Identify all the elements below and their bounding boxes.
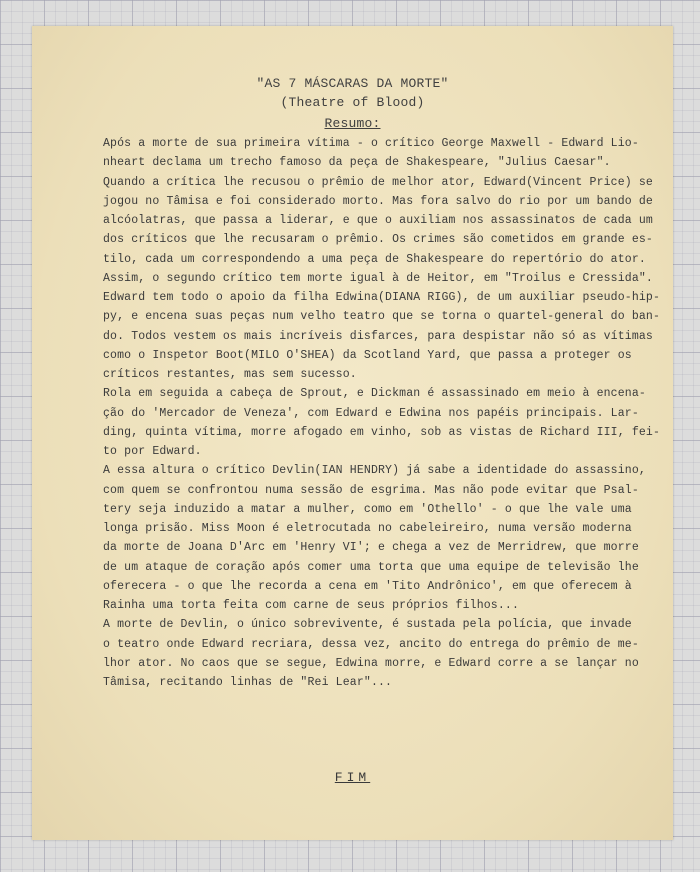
text-line: tery seja induzido a matar a mulher, como em 'Othello' - o que lhe vale uma xyxy=(103,502,632,516)
text-line: de um ataque de coração após comer uma torta que uma equipe de televisão lhe xyxy=(103,560,639,574)
text-line: Quando a crítica lhe recusou o prêmio de melhor ator, Edward(Vincent Price) se xyxy=(103,175,653,189)
text-line: críticos restantes, mas sem sucesso. xyxy=(103,368,357,381)
text-line: alcóolatras, que passa a liderar, e que o auxiliam nos assassinatos de cada um xyxy=(103,214,653,227)
text-line: Rainha uma torta feita com carne de seus próprios filhos... xyxy=(103,599,520,612)
text-line: tilo, cada um correspondendo a uma peça de Shakespeare do repertório do ator. xyxy=(103,252,646,266)
document-title: "AS 7 MÁSCARAS DA MORTE" xyxy=(256,76,449,91)
text-line: como o Inspetor Boot(MILO O'SHEA) da Scotland Yard, que passa a proteger os xyxy=(103,348,632,362)
text-line: Assim, o segundo crítico tem morte igual à de Heitor, em "Troilus e Cressida". xyxy=(103,271,653,285)
text-line: nheart declama um trecho famoso da peça de Shakespeare, "Julius Caesar". xyxy=(103,156,611,170)
typewritten-page xyxy=(32,26,673,840)
text-line: Edward tem todo o apoio da filha Edwina(DIANA RIGG), de um auxiliar pseudo-hip- xyxy=(103,291,661,304)
text-line: da morte de Joana D'Arc em 'Henry VI'; e chega a vez de Merridrew, que morre xyxy=(103,541,639,555)
text-line: A essa altura o crítico Devlin(IAN HENDRY) já sabe a identidade do assassino, xyxy=(103,464,646,478)
document-subtitle: (Theatre of Blood) xyxy=(280,95,425,110)
text-line: lhor ator. No caos que se segue, Edwina morre, e Edward corre a se lançar no xyxy=(103,656,639,670)
text-line: Tâmisa, recitando linhas de "Rei Lear"... xyxy=(103,676,393,689)
text-line: com quem se confrontou numa sessão de esgrima. Mas não pode evitar que Psal- xyxy=(103,483,639,497)
text-line: do. Todos vestem os mais incríveis disfarces, para despistar não só as vítimas xyxy=(103,329,653,343)
text-line: to por Edward. xyxy=(103,445,202,458)
text-line: Após a morte de sua primeira vítima - o crítico George Maxwell - Edward Lio- xyxy=(103,137,639,150)
end-mark: FIM xyxy=(334,770,371,785)
text-line: Rola em seguida a cabeça de Sprout, e Dickman é assassinado em meio à encena- xyxy=(103,387,646,401)
text-line: oferecera - o que lhe recorda a cena em 'Tito Andrônico', em que oferecem à xyxy=(103,579,632,593)
text-line: jogou no Tâmisa e foi considerado morto. Mas fora salvo do rio por um bando de xyxy=(103,194,653,208)
summary-body xyxy=(103,134,673,692)
text-line: dos críticos que lhe recusaram o prêmio. Os crimes são cometidos em grande es- xyxy=(103,233,653,247)
text-line: A morte de Devlin, o único sobrevivente, é sustada pela polícia, que invade xyxy=(103,618,632,632)
text-line: ding, quinta vítima, morre afogado em vinho, sob as vistas de Richard III, fei- xyxy=(103,425,661,439)
text-line: py, e encena suas peças num velho teatro que se torna o quartel-general do ban- xyxy=(103,310,661,324)
text-line: longa prisão. Miss Moon é eletrocutada no cabeleireiro, numa versão moderna xyxy=(103,522,632,535)
text-line: ção do 'Mercador de Veneza', com Edward e Edwina nos papéis principais. Lar- xyxy=(103,406,639,420)
section-label: Resumo: xyxy=(324,116,381,131)
text-line: o teatro onde Edward recriara, dessa vez, ancito do entrega do prêmio de me- xyxy=(103,637,639,651)
